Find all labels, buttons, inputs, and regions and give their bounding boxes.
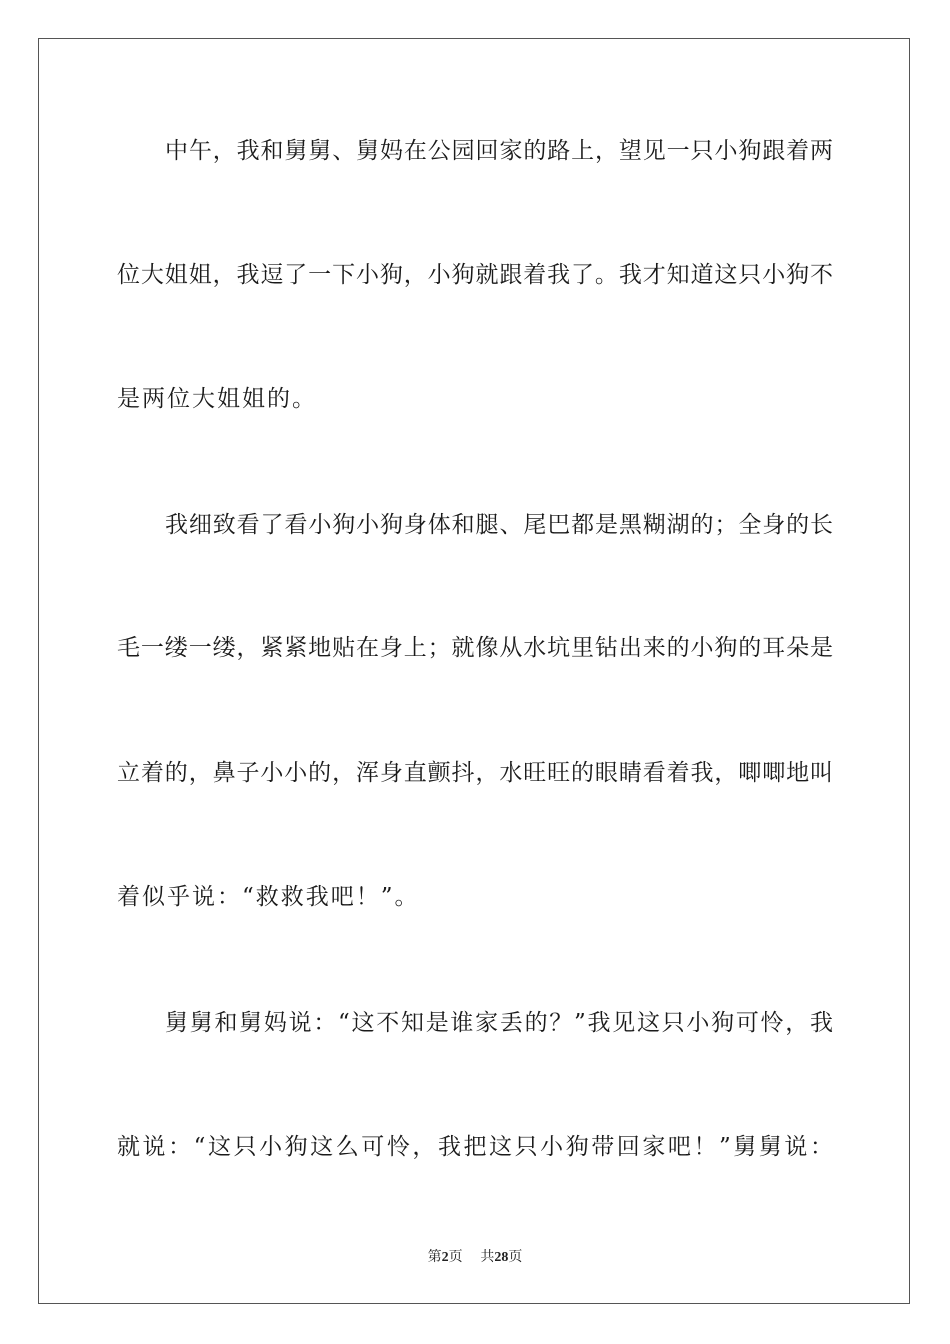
- page-footer: [0, 1247, 950, 1268]
- text-line: 我细致看了看小狗小狗身体和腿、尾巴都是黑糊湖的；全身的长: [165, 512, 833, 538]
- page-border: [38, 38, 910, 1304]
- total-suffix: 页: [508, 1249, 523, 1265]
- text-line: 立着的，鼻子小小的，浑身直颤抖，水旺旺的眼睛看着我，唧唧地叫: [117, 760, 833, 786]
- text-line: 着似乎说：“救救我吧！”。: [117, 884, 420, 910]
- text-line: 就说：“这只小狗这么可怜，我把这只小狗带回家吧！”舅舅说：: [117, 1134, 833, 1160]
- text-line: 舅舅和舅妈说：“这不知是谁家丢的？”我见这只小狗可怜，我: [165, 1010, 833, 1036]
- text-line: 是两位大姐姐的。: [117, 386, 317, 412]
- total-pages: 28: [494, 1250, 509, 1265]
- page-prefix: 第: [427, 1249, 442, 1265]
- text-line: 位大姐姐，我逗了一下小狗，小狗就跟着我了。我才知道这只小狗不: [117, 262, 833, 288]
- page-suffix: 页: [448, 1249, 463, 1265]
- page-number: 2: [441, 1250, 449, 1265]
- text-line: 中午，我和舅舅、舅妈在公园回家的路上，望见一只小狗跟着两: [165, 138, 833, 164]
- text-line: 毛一缕一缕，紧紧地贴在身上；就像从水坑里钻出来的小狗的耳朵是: [117, 635, 833, 661]
- total-prefix: 共: [480, 1249, 495, 1265]
